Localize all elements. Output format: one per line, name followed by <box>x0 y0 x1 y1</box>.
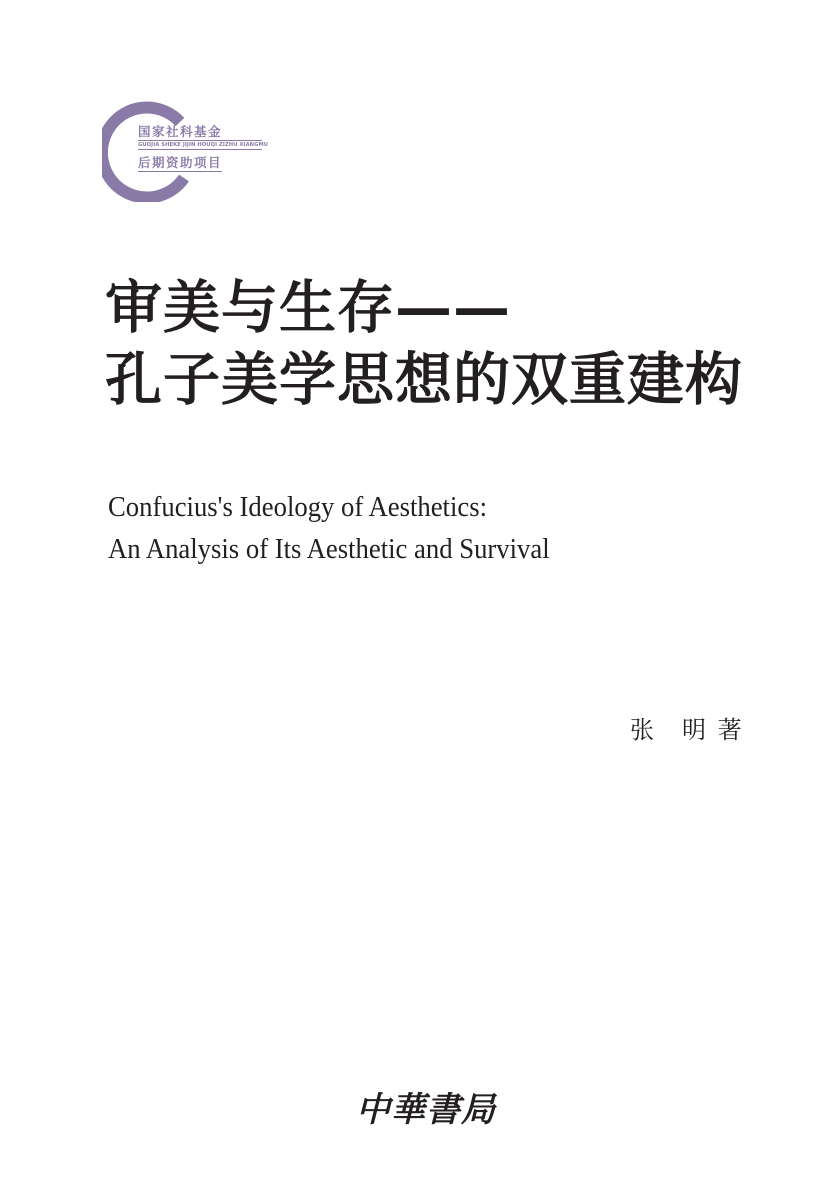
title-english <box>108 486 752 570</box>
title-chinese-line-1: 审美与生存—— <box>105 274 511 341</box>
logo-text <box>138 124 269 172</box>
logo-line-pinyin: GUOJIA SHEKE JIJIN HOUQI ZIZHU XIANGMU <box>138 142 269 148</box>
publisher: 中華書局 <box>356 1090 496 1130</box>
fund-logo <box>102 100 269 202</box>
title-chinese-line-2: 孔子美学思想的双重建构 <box>105 346 743 413</box>
title-english-line-2: An Analysis of Its Aesthetic and Survival <box>108 533 550 565</box>
title-chinese <box>105 272 805 416</box>
title-english-line-1: Confucius's Ideology of Aesthetics: <box>108 491 488 523</box>
logo-line-cn-1: 国家社科基金 <box>138 124 223 139</box>
author: 张 明 著 <box>630 716 744 744</box>
logo-line-cn-2: 后期资助项目 <box>138 155 223 170</box>
